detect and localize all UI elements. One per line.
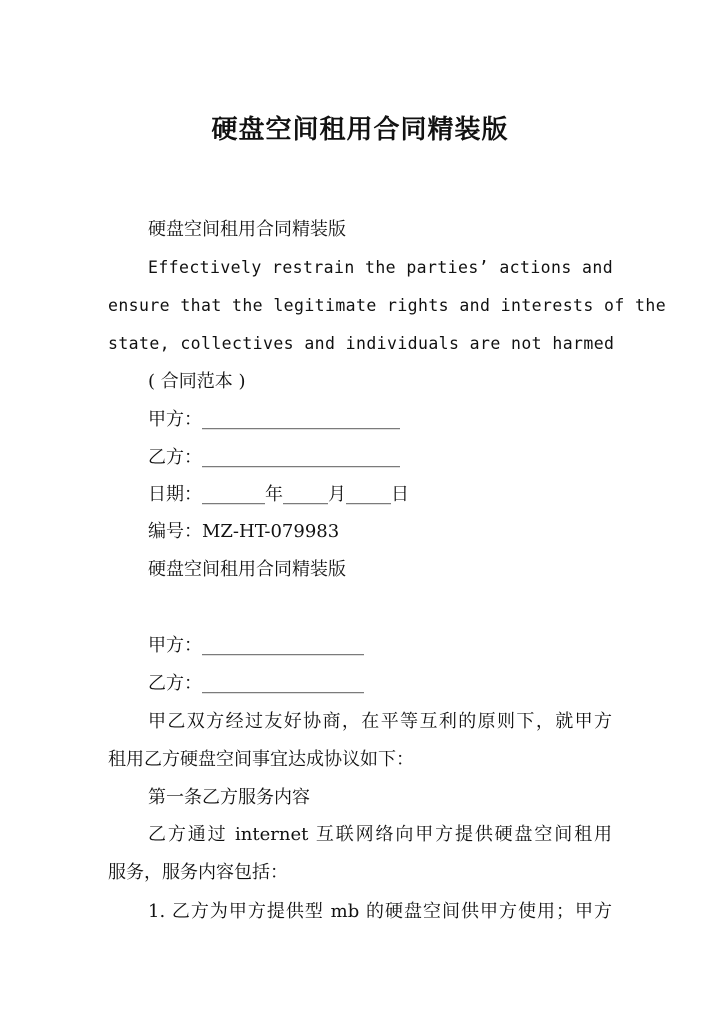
document-subtitle: 硬盘空间租用合同精装版 [148,219,346,240]
paragraph-2-line-2: 服务，服务内容包括： [108,862,288,883]
contract-number: 编号：MZ-HT-079983 [148,521,340,542]
intro-line-1: Effectively restrain the parties’ actions and [148,258,614,277]
party-a-field-2: 甲方：__________________ [148,635,364,656]
party-b-field-2: 乙方：__________________ [148,673,364,694]
article-1-heading: 第一条乙方服务内容 [148,787,310,808]
intro-line-2: ensure that the legitimate rights and interests of the [108,296,667,315]
party-a-field: 甲方：______________________ [148,409,400,430]
date-field: 日期：_______年_____月_____日 [148,484,409,505]
document-title: 硬盘空间租用合同精装版 [211,115,509,145]
party-b-field: 乙方：______________________ [148,447,400,468]
paragraph-2-line-1: 乙方通过 internet 互联网络向甲方提供硬盘空间租用 [148,824,612,845]
template-label: ( 合同范本 ) [148,371,246,392]
paragraph-1-line-1: 甲乙双方经过友好协商，在平等互利的原则下，就甲方 [148,711,612,732]
intro-line-3: state, collectives and individuals are not harmed [108,334,615,353]
item-1-line-1: 1. 乙方为甲方提供型 mb 的硬盘空间供甲方使用；甲方 [148,901,612,922]
paragraph-1-line-2: 租用乙方硬盘空间事宜达成协议如下： [108,749,414,770]
document-subtitle-2: 硬盘空间租用合同精装版 [148,559,346,580]
